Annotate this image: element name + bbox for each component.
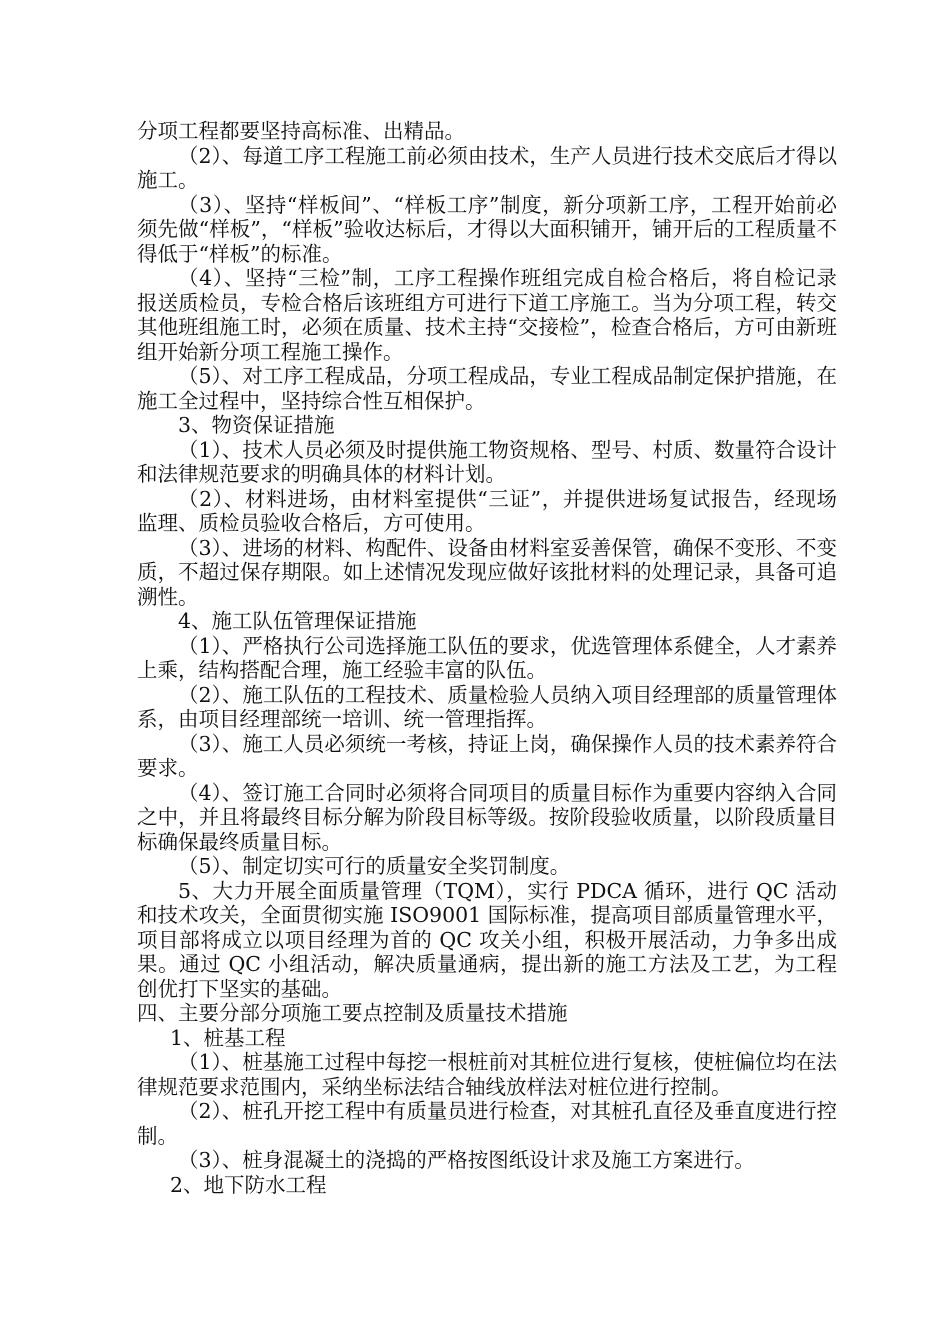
document-body (137, 119, 837, 1197)
paragraph: （2）、材料进场，由材料室提供“三证”，并提供进场复试报告，经现场监理、质检员验收合格后，方可使用。 (137, 486, 837, 535)
chapter-heading: 四、主要分部分项施工要点控制及质量技术措施 (137, 1001, 568, 1025)
paragraph: （2）、每道工序工程施工前必须由技术，生产人员进行技术交底后才得以施工。 (137, 143, 837, 192)
paragraph: （3）、坚持“样板间”、“样板工序”制度，新分项新工序，工程开始前必须先做“样板”，“样板”验收达标后，才得以大面积铺开，铺开后的工程质量不得低于“样板”的标准。 (137, 192, 837, 266)
paragraph: （3）、进场的材料、构配件、设备由材料室妥善保管，确保不变形、不变质，不超过保存期限。如上述情况发现应做好该批材料的处理记录，具备可追溯性。 (137, 535, 837, 609)
section-heading: 2、地下防水工程 (170, 1172, 327, 1197)
paragraph: （1）、桩基施工过程中每挖一根桩前对其桩位进行复核，使桩偏位均在法律规范要求范围内，采纳坐标法结合轴线放样法对桩位进行控制。 (137, 1050, 837, 1099)
paragraph: 分项工程都要坚持高标准、出精品。 (137, 119, 465, 143)
section-heading: 1、桩基工程 (170, 1025, 286, 1050)
paragraph: （2）、桩孔开挖工程中有质量员进行检查，对其桩孔直径及垂直度进行控制。 (137, 1099, 837, 1148)
paragraph: （2）、施工队伍的工程技术、质量检验人员纳入项目经理部的质量管理体系，由项目经理部统一培训、统一管理指挥。 (137, 682, 837, 731)
paragraph: （5）、对工序工程成品，分项工程成品，专业工程成品制定保护措施，在施工全过程中，坚持综合性互相保护。 (137, 364, 837, 413)
section-heading: 3、物资保证措施 (178, 413, 335, 437)
paragraph: （5）、制定切实可行的质量安全奖罚制度。 (178, 854, 571, 878)
paragraph: （1）、严格执行公司选择施工队伍的要求，优选管理体系健全，人才素养上乘，结构搭配合理，施工经验丰富的队伍。 (137, 633, 837, 682)
paragraph: （4）、签订施工合同时必须将合同项目的质量目标作为重要内容纳入合同之中，并且将最终目标分解为阶段目标等级。按阶段验收质量，以阶段质量目标确保最终质量目标。 (137, 780, 837, 854)
section-heading: 4、施工队伍管理保证措施 (178, 609, 417, 633)
paragraph: （3）、施工人员必须统一考核，持证上岗，确保操作人员的技术素养符合要求。 (137, 731, 837, 780)
paragraph: （1）、技术人员必须及时提供施工物资规格、型号、村质、数量符合设计和法律规范要求的明确具体的材料计划。 (137, 437, 837, 486)
paragraph: 5、大力开展全面质量管理（TQM），实行 PDCA 循环，进行 QC 活动和技术攻关，全面贯彻实施 ISO9001 国际标准，提高项目部质量管理水平，项目部将成立以项目经理为首的 QC 攻关小组，积极开展活动，力争多出成果。通过 QC 小组活动，解决质量通病，提出新的施工方法及工艺，为工程创优打下坚实的基础。 (137, 878, 837, 1001)
paragraph: （3）、桩身混凝土的浇捣的严格按图纸设计求及施工方案进行。 (178, 1148, 755, 1172)
paragraph: （4）、坚持“三检”制，工序工程操作班组完成自检合格后，将自检记录报送质检员，专检合格后该班组方可进行下道工序施工。当为分项工程，转交其他班组施工时，必须在质量、技术主持“交接检”，检查合格后，方可由新班组开始新分项工程施工操作。 (137, 266, 837, 364)
